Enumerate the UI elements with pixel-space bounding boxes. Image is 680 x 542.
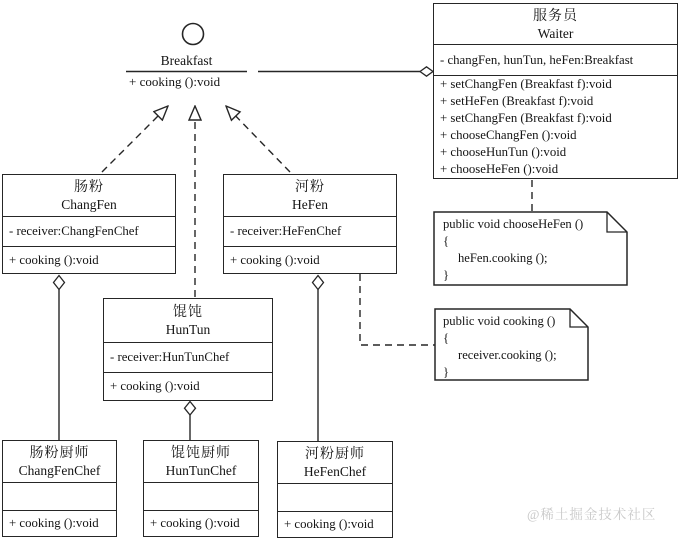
class-huntun bbox=[103, 298, 273, 401]
class-huntunchef bbox=[143, 440, 259, 537]
class-hefenchef-title-en: HeFenChef bbox=[303, 464, 367, 479]
class-changfen bbox=[2, 174, 176, 274]
note-choose-hefen bbox=[443, 216, 583, 284]
class-waiter-title-en: Waiter bbox=[537, 25, 574, 41]
class-changfenchef-title-cn: 肠粉厨师 bbox=[29, 446, 90, 461]
class-hefen-attributes bbox=[224, 216, 396, 246]
class-changfenchef-title-en: ChangFenChef bbox=[18, 463, 101, 478]
note-line: heFen.cooking (); bbox=[458, 251, 548, 265]
class-hefenchef-title bbox=[278, 442, 392, 483]
class-huntun-attributes bbox=[104, 342, 272, 372]
class-waiter-attributes bbox=[434, 44, 677, 75]
class-changfen-methods bbox=[3, 246, 175, 273]
class-hefen-title-en: HeFen bbox=[292, 197, 328, 212]
class-huntun-methods bbox=[104, 372, 272, 400]
aggregation-diamond-waiter bbox=[420, 67, 433, 76]
note-line: { bbox=[443, 234, 450, 248]
note-line: receiver.cooking (); bbox=[458, 348, 557, 362]
class-huntunchef-methods bbox=[144, 510, 258, 536]
attribute-row: - receiver:ChangFenChef bbox=[9, 224, 139, 239]
class-changfen-title-en: ChangFen bbox=[61, 197, 117, 212]
class-waiter-title bbox=[434, 4, 677, 44]
class-huntun-title bbox=[104, 299, 272, 342]
class-changfenchef bbox=[2, 440, 117, 537]
class-huntunchef-title-cn: 馄饨厨师 bbox=[171, 446, 231, 461]
class-changfen-title-cn: 肠粉 bbox=[74, 180, 104, 195]
method-row: + chooseChangFen ():void bbox=[440, 128, 577, 142]
method-row: + cooking ():void bbox=[110, 379, 200, 394]
class-huntun-title-cn: 馄饨 bbox=[173, 305, 203, 320]
interface-lollipop-circle bbox=[183, 24, 204, 45]
realization-arrow-hefen bbox=[226, 106, 290, 172]
class-hefenchef-methods bbox=[278, 511, 392, 537]
class-hefen-methods bbox=[224, 246, 396, 273]
class-changfen-attributes bbox=[3, 216, 175, 246]
realization-arrow-changfen bbox=[102, 106, 168, 172]
hefen-note-anchor bbox=[360, 274, 435, 345]
interface-breakfast-name: Breakfast bbox=[160, 53, 213, 68]
note-line: public void chooseHeFen () bbox=[443, 217, 584, 231]
note-line: } bbox=[443, 365, 450, 379]
class-waiter-title-cn: 服务员 bbox=[533, 8, 578, 24]
attribute-row: - receiver:HeFenChef bbox=[230, 224, 342, 239]
watermark: @稀土掘金技术社区 bbox=[527, 507, 657, 522]
class-waiter-methods bbox=[434, 75, 677, 178]
note-line: public void cooking () bbox=[443, 314, 556, 328]
class-huntunchef-title bbox=[144, 441, 258, 482]
method-row: + cooking ():void bbox=[9, 252, 99, 267]
interface-breakfast-method: + cooking ():void bbox=[129, 74, 221, 89]
method-row: + setHeFen (Breakfast f):void bbox=[440, 94, 594, 109]
class-hefenchef-title-cn: 河粉厨师 bbox=[305, 447, 365, 462]
class-hefen-title-cn: 河粉 bbox=[295, 180, 325, 195]
class-hefen bbox=[223, 174, 397, 274]
class-huntun-title-en: HunTun bbox=[165, 322, 211, 337]
note-cooking bbox=[443, 313, 557, 381]
method-row: + setChangFen (Breakfast f):void bbox=[440, 111, 612, 126]
class-changfenchef-attributes bbox=[3, 482, 116, 510]
method-row: + cooking ():void bbox=[150, 516, 240, 531]
aggregation-diamond-huntun bbox=[185, 402, 196, 416]
class-waiter bbox=[433, 3, 678, 179]
aggregation-diamond-changfen bbox=[54, 276, 65, 290]
class-hefenchef-attributes bbox=[278, 483, 392, 511]
class-huntunchef-attributes bbox=[144, 482, 258, 510]
note-line: { bbox=[443, 331, 450, 345]
class-changfenchef-methods bbox=[3, 510, 116, 536]
class-changfenchef-title bbox=[3, 441, 116, 482]
attribute-row: - receiver:HunTunChef bbox=[110, 350, 230, 365]
class-huntunchef-title-en: HunTunChef bbox=[165, 463, 237, 478]
method-row: + cooking ():void bbox=[284, 517, 374, 532]
method-row: + cooking ():void bbox=[9, 516, 99, 531]
attribute-row: - changFen, hunTun, heFen:Breakfast bbox=[440, 52, 634, 67]
class-changfen-title bbox=[3, 175, 175, 216]
class-hefen-title bbox=[224, 175, 396, 216]
class-hefenchef bbox=[277, 441, 393, 538]
aggregation-diamond-hefen bbox=[313, 276, 324, 290]
method-row: + cooking ():void bbox=[230, 252, 320, 267]
method-row: + setChangFen (Breakfast f):void bbox=[440, 77, 612, 92]
method-row: + chooseHunTun ():void bbox=[440, 144, 567, 159]
note-line: } bbox=[443, 268, 450, 282]
method-row: + chooseHeFen ():void bbox=[440, 161, 559, 176]
